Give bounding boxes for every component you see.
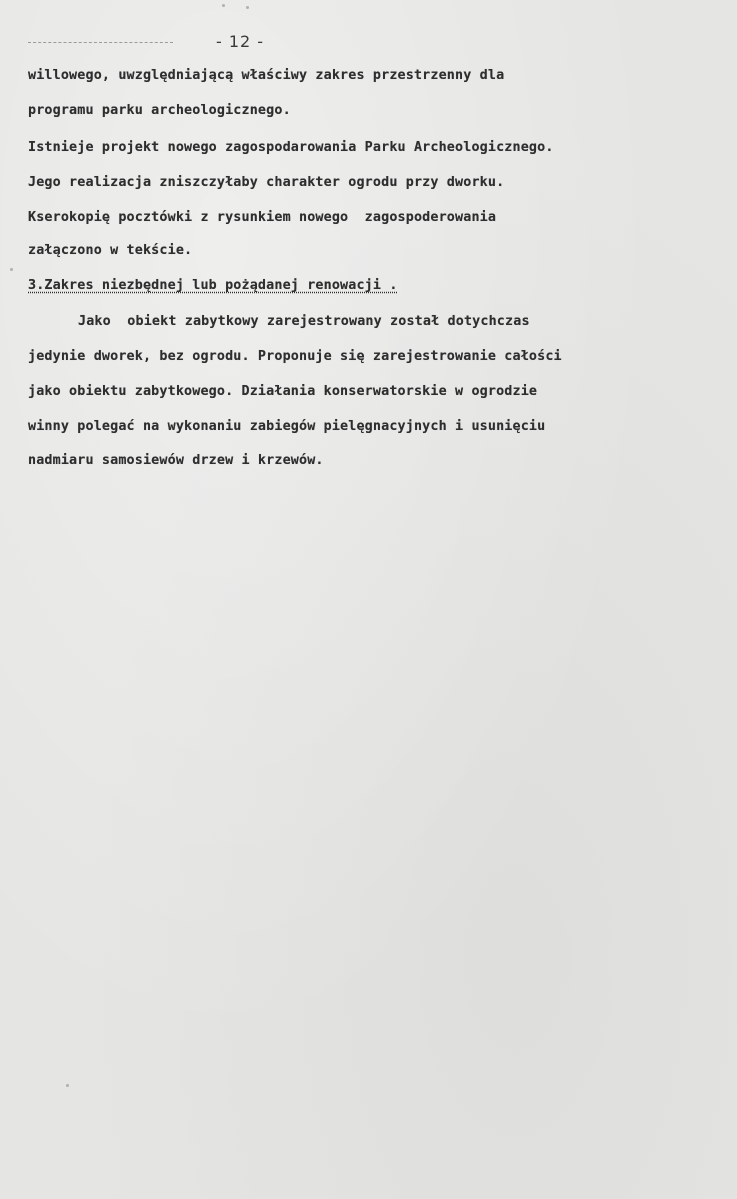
text-line: willowego, uwzględniającą właściwy zakres przestrzenny dla — [28, 68, 505, 83]
paper-speck — [66, 1084, 69, 1087]
text-line: programu parku archeologicznego. — [28, 103, 291, 118]
text-line: jako obiektu zabytkowego. Działania konserwatorskie w ogrodzie — [28, 384, 538, 399]
page-number: - 12 - — [216, 32, 265, 51]
text-line: Jako obiekt zabytkowy zarejestrowany został dotychczas — [78, 314, 530, 329]
text-line: Kserokopię pocztówki z rysunkiem nowego zagospoderowania — [28, 210, 497, 225]
text-line: załączono w tekście. — [28, 243, 193, 258]
text-line: winny polegać na wykonaniu zabiegów pielęgnacyjnych i usunięciu — [28, 419, 546, 434]
text-line: Jego realizacja zniszczyłaby charakter ogrodu przy dworku. — [28, 175, 505, 190]
paper-speck — [222, 4, 225, 7]
paper-speck — [246, 6, 249, 9]
header-rule — [28, 42, 173, 43]
text-line: Istnieje projekt nowego zagospodarowania Parku Archeologicznego. — [28, 140, 554, 155]
paper-speck — [10, 268, 13, 271]
text-line: nadmiaru samosiewów drzew i krzewów. — [28, 453, 324, 468]
text-line: jedynie dworek, bez ogrodu. Proponuje się zarejestrowanie całości — [28, 349, 562, 364]
section-heading: 3.Zakres niezbędnej lub pożądanej renowacji . — [28, 278, 398, 293]
